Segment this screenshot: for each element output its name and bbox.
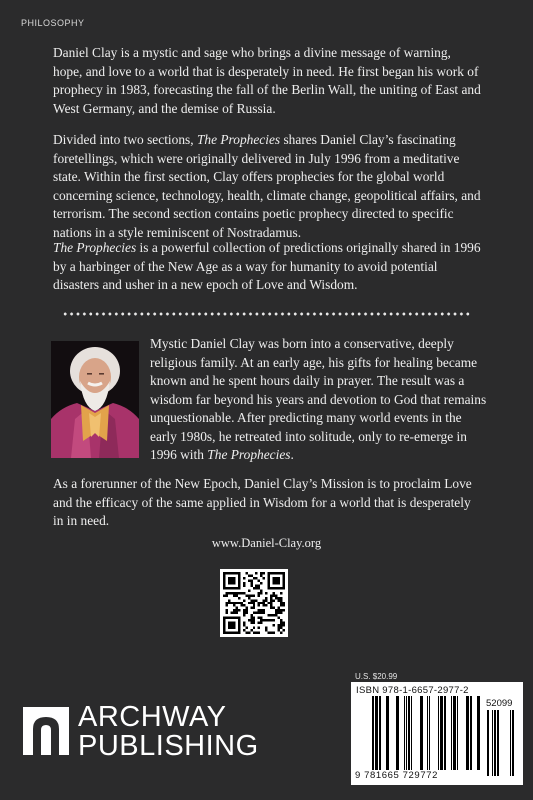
intro-paragraph: Daniel Clay is a mystic and sage who brings a divine message of warning, hope, and love to a world that is desperately in need. He first began his work of prophecy in 1983, forecasting the fall of the Berlin Wall, the uniting of East and West Germany, and the demise of Russia.: [53, 45, 481, 116]
price-code: 52099: [486, 698, 513, 709]
price-label: U.S. $20.99: [355, 672, 398, 681]
book-title-italic: The Prophecies: [207, 447, 291, 462]
author-bio: [150, 335, 488, 465]
author-photo: [51, 341, 139, 458]
qr-code[interactable]: [220, 569, 288, 637]
sections-paragraph: [53, 131, 483, 242]
publisher-name-line1: ARCHWAY: [78, 701, 227, 733]
sections-rest: shares Daniel Clay’s fascinating foretellings, which were originally delivered in July 1996 from a meditative state. Within the first section, Clay offers prophecies for the global world concerning science, technology, health, climate change, geopolitical affairs, and terrorism. The second section contains poetic prophecy directed to specific nations in a style reminiscent of Nostradamus.: [53, 132, 481, 240]
book-title-italic: The Prophecies: [196, 132, 281, 147]
collection-paragraph: [53, 239, 483, 295]
isbn-text: ISBN 978-1-6657-2977-2: [356, 685, 469, 696]
ean-number: 9 781665 729772: [355, 770, 438, 781]
sections-lead: Divided into two sections,: [53, 132, 197, 147]
website-url[interactable]: www.Daniel-Clay.org: [211, 536, 322, 550]
collection-rest: is a powerful collection of predictions originally shared in 1996 by a harbinger of the New Age as a way for humanity to avoid potential disasters and usher in a new epoch of Love and Wisdom.: [53, 240, 481, 292]
archway-logo-icon: [23, 707, 69, 755]
bio-text: Mystic Daniel Clay was born into a conservative, deeply religious family. At an early age, his gifts for healing became known and he spent hours daily in prayer. The result was a wisdom far beyond his years and devotion to God that remains unquestionable. After predicting many world events in the early 1980s, he retreated into solitude, only to re-emerge in 1996 with: [150, 336, 487, 462]
mission-paragraph: As a forerunner of the New Epoch, Daniel Clay’s Mission is to proclaim Love and the efficacy of the same applied in Wisdom for a world that is desperately in in need.: [53, 476, 472, 528]
bio-end: .: [290, 447, 294, 462]
genre-label: PHILOSOPHY: [21, 18, 85, 28]
publisher-name-line2: PUBLISHING: [78, 730, 259, 762]
book-title-italic: The Prophecies: [53, 240, 137, 255]
dotted-divider: [62, 312, 472, 316]
